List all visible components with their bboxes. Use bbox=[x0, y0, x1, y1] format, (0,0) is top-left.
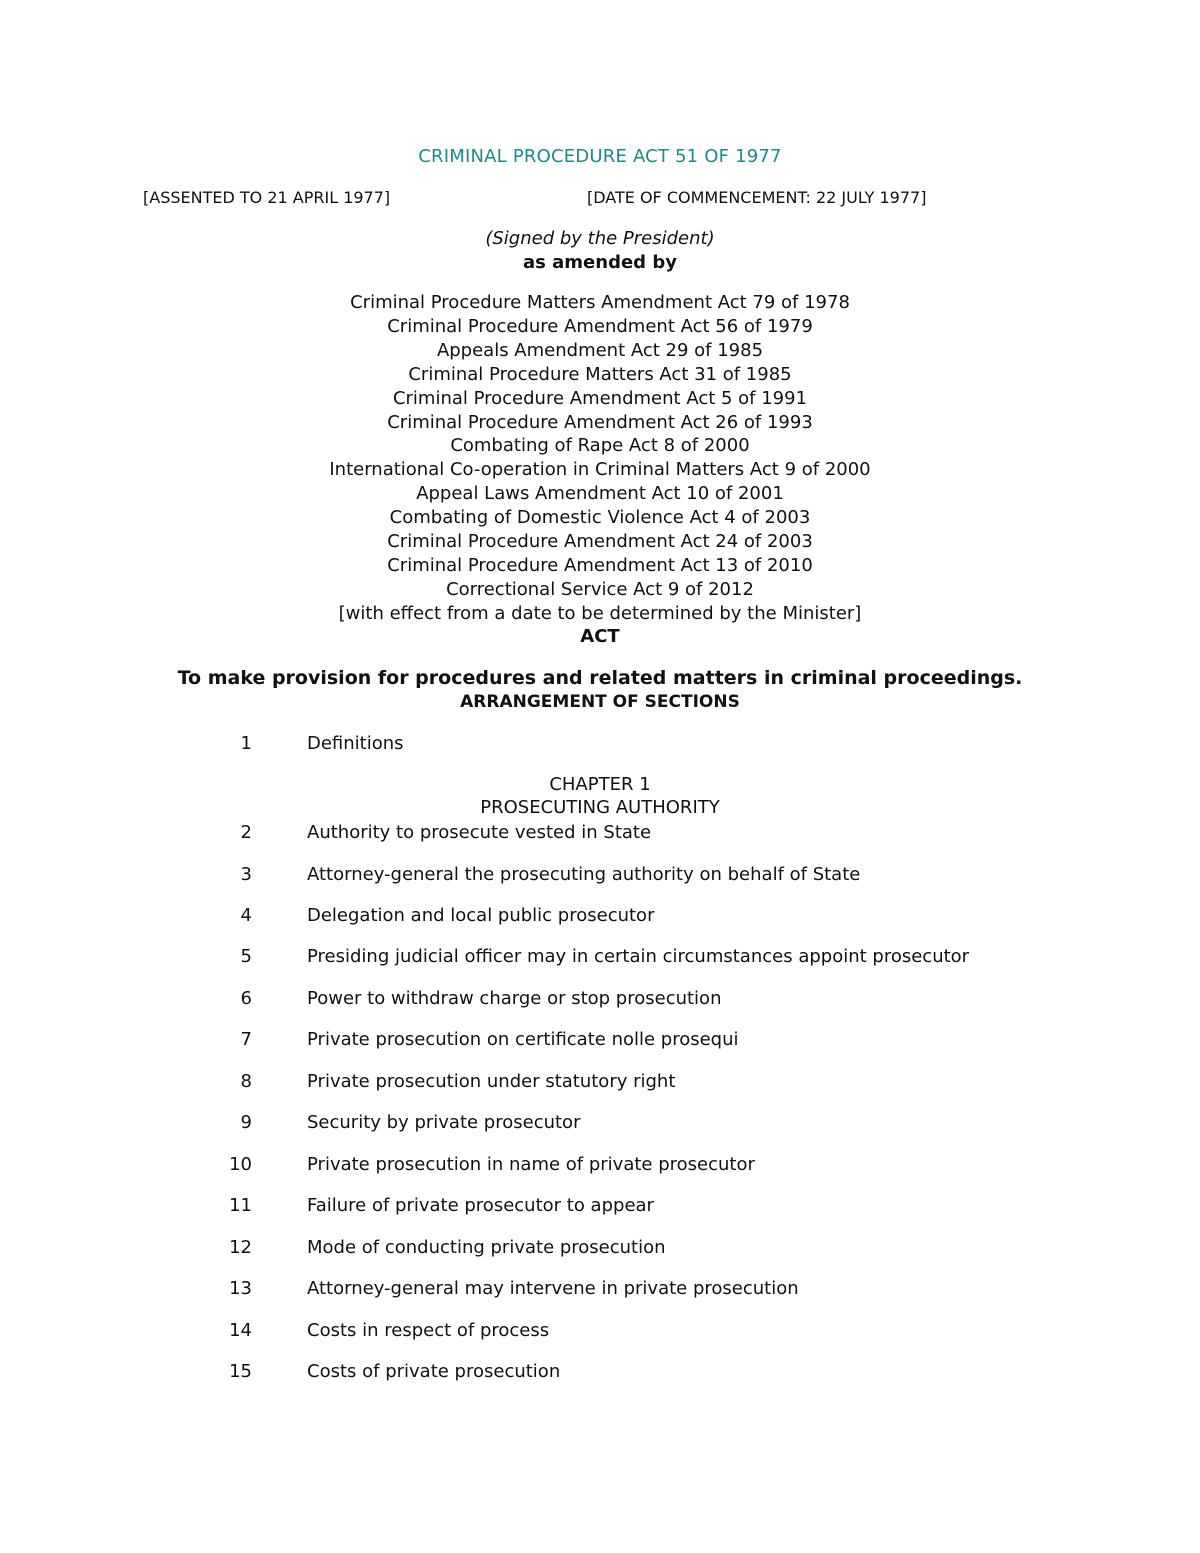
amendment-item: Appeal Laws Amendment Act 10 of 2001 bbox=[416, 483, 784, 505]
section-row bbox=[0, 1195, 1200, 1219]
section-row bbox=[0, 822, 1200, 846]
amendment-effect-note: [with effect from a date to be determined by the Minister] bbox=[338, 602, 862, 624]
chapter-name: PROSECUTING AUTHORITY bbox=[480, 797, 720, 818]
section-title: Authority to prosecute vested in State bbox=[307, 822, 652, 843]
section-title: Definitions bbox=[307, 733, 404, 754]
commencement-date: [DATE OF COMMENCEMENT: 22 JULY 1977] bbox=[587, 188, 927, 207]
section-number: 12 bbox=[229, 1237, 252, 1258]
section-row bbox=[0, 1029, 1200, 1053]
section-row bbox=[0, 1361, 1200, 1385]
section-number: 14 bbox=[229, 1320, 252, 1341]
section-title: Security by private prosecutor bbox=[307, 1112, 581, 1133]
section-number: 15 bbox=[229, 1361, 252, 1382]
section-title: Costs of private prosecution bbox=[307, 1361, 561, 1382]
amendment-item: Criminal Procedure Amendment Act 56 of 1979 bbox=[387, 315, 813, 337]
section-title: Delegation and local public prosecutor bbox=[307, 905, 655, 926]
section-title: Mode of conducting private prosecution bbox=[307, 1237, 666, 1258]
section-number: 3 bbox=[240, 864, 252, 885]
section-row bbox=[0, 864, 1200, 888]
section-title: Attorney-general may intervene in private prosecution bbox=[307, 1278, 799, 1299]
section-number: 1 bbox=[240, 733, 252, 754]
section-number: 2 bbox=[240, 822, 252, 843]
section-title: Power to withdraw charge or stop prosecution bbox=[307, 988, 722, 1009]
section-row bbox=[0, 1112, 1200, 1136]
section-number: 8 bbox=[240, 1071, 252, 1092]
section-title: Private prosecution on certificate nolle prosequi bbox=[307, 1029, 739, 1050]
amendments-list bbox=[0, 291, 1200, 626]
amendment-item: International Co-operation in Criminal Matters Act 9 of 2000 bbox=[329, 459, 871, 481]
section-row bbox=[0, 1071, 1200, 1095]
amended-by-heading: as amended by bbox=[523, 252, 677, 273]
section-title: Private prosecution in name of private prosecutor bbox=[307, 1154, 755, 1175]
section-row bbox=[0, 1278, 1200, 1302]
document-title: CRIMINAL PROCEDURE ACT 51 OF 1977 bbox=[418, 146, 782, 167]
amendment-item: Appeals Amendment Act 29 of 1985 bbox=[436, 339, 764, 361]
assented-date: [ASSENTED TO 21 APRIL 1977] bbox=[143, 188, 391, 207]
amendment-item: Correctional Service Act 9 of 2012 bbox=[446, 578, 754, 600]
section-row bbox=[0, 1154, 1200, 1178]
section-title: Costs in respect of process bbox=[307, 1320, 550, 1341]
amendment-item: Combating of Domestic Violence Act 4 of 2003 bbox=[389, 507, 811, 529]
section-row bbox=[0, 988, 1200, 1012]
long-title: To make provision for procedures and related matters in criminal proceedings. bbox=[177, 667, 1023, 689]
amendment-item: Criminal Procedure Amendment Act 26 of 1993 bbox=[387, 411, 813, 433]
amendment-item: Criminal Procedure Matters Act 31 of 1985 bbox=[408, 363, 792, 385]
section-number: 10 bbox=[229, 1154, 252, 1175]
section-number: 9 bbox=[240, 1112, 252, 1133]
section-row bbox=[0, 733, 1200, 757]
amendment-item: Criminal Procedure Matters Amendment Act 79 of 1978 bbox=[350, 292, 850, 313]
section-number: 11 bbox=[229, 1195, 252, 1216]
section-title: Private prosecution under statutory right bbox=[307, 1071, 676, 1092]
section-row bbox=[0, 946, 1200, 970]
section-title: Attorney-general the prosecuting authority on behalf of State bbox=[307, 864, 861, 885]
section-row bbox=[0, 905, 1200, 929]
section-number: 13 bbox=[229, 1278, 252, 1299]
section-title: Failure of private prosecutor to appear bbox=[307, 1195, 654, 1216]
section-number: 5 bbox=[240, 946, 252, 967]
section-number: 7 bbox=[240, 1029, 252, 1050]
section-title: Presiding judicial officer may in certain circumstances appoint prosecutor bbox=[307, 946, 970, 967]
section-row bbox=[0, 1237, 1200, 1261]
chapter-label: CHAPTER 1 bbox=[549, 774, 651, 795]
section-row bbox=[0, 1320, 1200, 1344]
amendment-item: Criminal Procedure Amendment Act 24 of 2003 bbox=[387, 531, 813, 553]
amendment-item: Criminal Procedure Amendment Act 13 of 2010 bbox=[387, 554, 813, 576]
section-number: 6 bbox=[240, 988, 252, 1009]
signed-note: (Signed by the President) bbox=[485, 228, 715, 249]
arrangement-heading: ARRANGEMENT OF SECTIONS bbox=[460, 692, 740, 712]
section-number: 4 bbox=[240, 905, 252, 926]
amendment-item: Criminal Procedure Amendment Act 5 of 1991 bbox=[392, 387, 808, 409]
amendment-item: Combating of Rape Act 8 of 2000 bbox=[450, 435, 750, 457]
act-label: ACT bbox=[580, 626, 620, 647]
